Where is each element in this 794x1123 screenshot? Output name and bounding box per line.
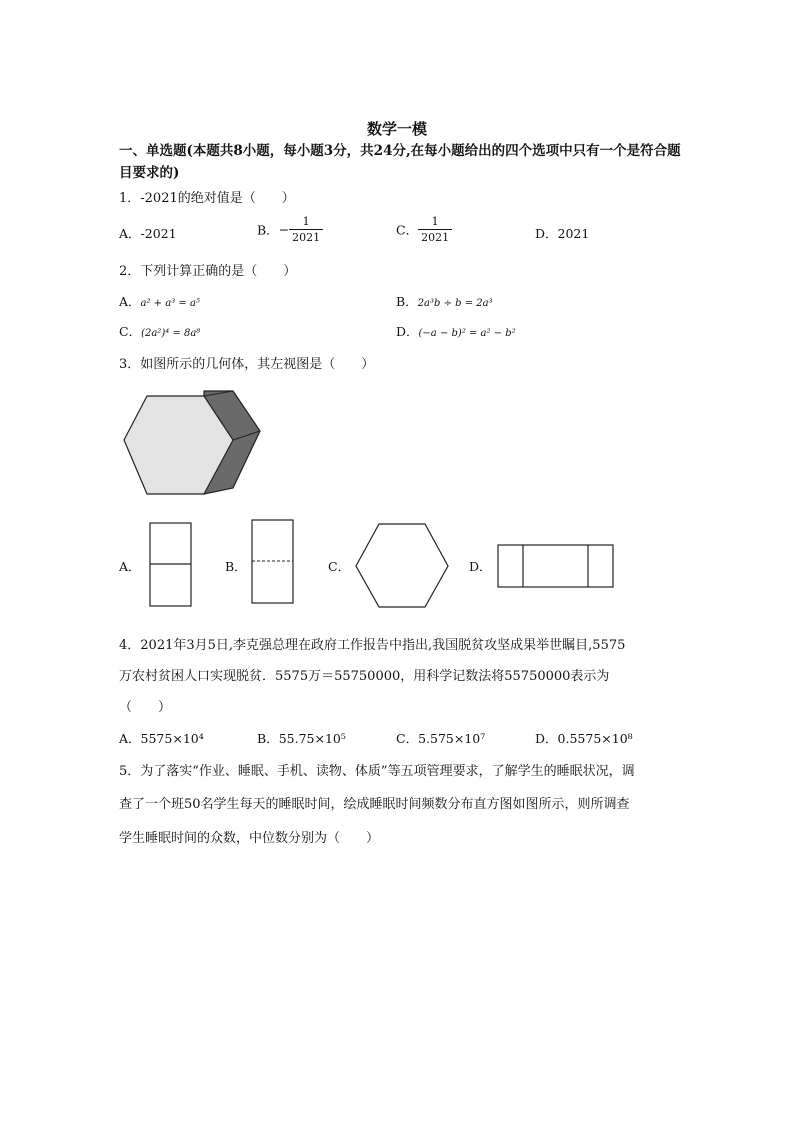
q1-b-numerator: 1 [289, 214, 323, 230]
hexagonal-prism-figure [118, 388, 268, 498]
q3-c-letter: C． [328, 559, 351, 574]
q3-a-letter: A． [119, 559, 141, 574]
q1-c-fraction [418, 214, 452, 245]
q4-c-text: 5.575×10⁷ [418, 731, 486, 746]
q3-d-letter: D． [469, 559, 492, 574]
q4-a-letter: A． [119, 731, 141, 746]
q3-stem: 3．如图所示的几何体，其左视图是（ ） [119, 357, 375, 372]
q2-b-letter: B． [396, 294, 418, 309]
q2-d-letter: D． [396, 324, 419, 339]
q2-a-letter: A． [119, 294, 141, 309]
q1-b-denominator: 2021 [292, 231, 321, 244]
q2-b-text: 2a³b ÷ b = 2a³ [417, 298, 493, 309]
q2-stem: 2．下列计算正确的是（ ） [119, 264, 297, 279]
q4-line3: （ ） [119, 700, 172, 715]
q5-line2: 查了一个班50名学生每天的睡眠时间，绘成睡眠时间频数分布直方图如图所示，则所调查 [119, 797, 630, 812]
q4-option-b [257, 729, 346, 747]
q1-option-b [257, 214, 323, 245]
q4-option-d [535, 729, 633, 747]
q3-option-d-figure [497, 544, 615, 589]
q1-c-numerator: 1 [418, 214, 452, 230]
q2-a-text: a² + a³ = a⁵ [140, 298, 200, 309]
q2-option-d [396, 322, 516, 340]
q1-option-c [396, 214, 452, 245]
q2-option-c [119, 322, 200, 340]
q1-d-letter: D． [535, 226, 558, 241]
q1-a-text: -2021 [140, 226, 177, 241]
q4-a-text: 5575×10⁴ [140, 731, 204, 746]
page-title: 数学一模 [366, 120, 427, 138]
q1-c-letter: C． [396, 222, 419, 238]
q1-c-denominator: 2021 [421, 231, 450, 244]
q3-b-letter: B． [225, 559, 247, 574]
q2-d-text: (−a − b)² = a² − b² [418, 328, 516, 339]
q4-c-letter: C． [396, 731, 419, 746]
q4-line2: 万农村贫困人口实现脱贫．5575万＝55750000，用科学记数法将55750000表示为 [119, 669, 610, 684]
q3-option-c-figure [353, 522, 451, 610]
q2-option-a [119, 292, 200, 310]
q1-b-letter: B． [257, 222, 279, 238]
q4-d-text: 0.5575×10⁸ [557, 731, 633, 746]
q4-b-letter: B． [257, 731, 279, 746]
q4-option-a [119, 729, 204, 747]
q4-d-letter: D． [535, 731, 558, 746]
q1-stem: 1．-2021的绝对值是（ ） [119, 191, 295, 206]
q1-b-sign: − [278, 222, 290, 237]
q1-d-text: 2021 [557, 226, 590, 241]
q1-option-a [119, 224, 177, 242]
q2-c-text: (2a²)⁴ = 8a⁸ [141, 328, 201, 339]
q4-option-c [396, 729, 485, 747]
q4-line1: 4．2021年3月5日,李克强总理在政府工作报告中指出,我国脱贫攻坚成果举世瞩目,5575 [119, 638, 626, 653]
q1-b-fraction [289, 214, 323, 245]
q4-b-text: 55.75×10⁵ [278, 731, 346, 746]
q2-option-b [396, 292, 493, 310]
q5-line1: 5．为了落实“作业、睡眠、手机、读物、体质”等五项管理要求，了解学生的睡眠状况，调 [119, 764, 635, 779]
q1-a-letter: A． [119, 226, 141, 241]
q2-c-letter: C． [119, 324, 142, 339]
q1-option-d [535, 224, 589, 242]
section-heading: 一、单选题(本题共8小题，每小题3分，共24分,在每小题给出的四个选项中只有一个是符合题目要求的) [119, 143, 681, 181]
q3-option-b-figure [251, 519, 296, 605]
q5-line3: 学生睡眠时间的众数，中位数分别为（ ） [119, 831, 380, 846]
q3-option-a-figure [149, 522, 193, 608]
